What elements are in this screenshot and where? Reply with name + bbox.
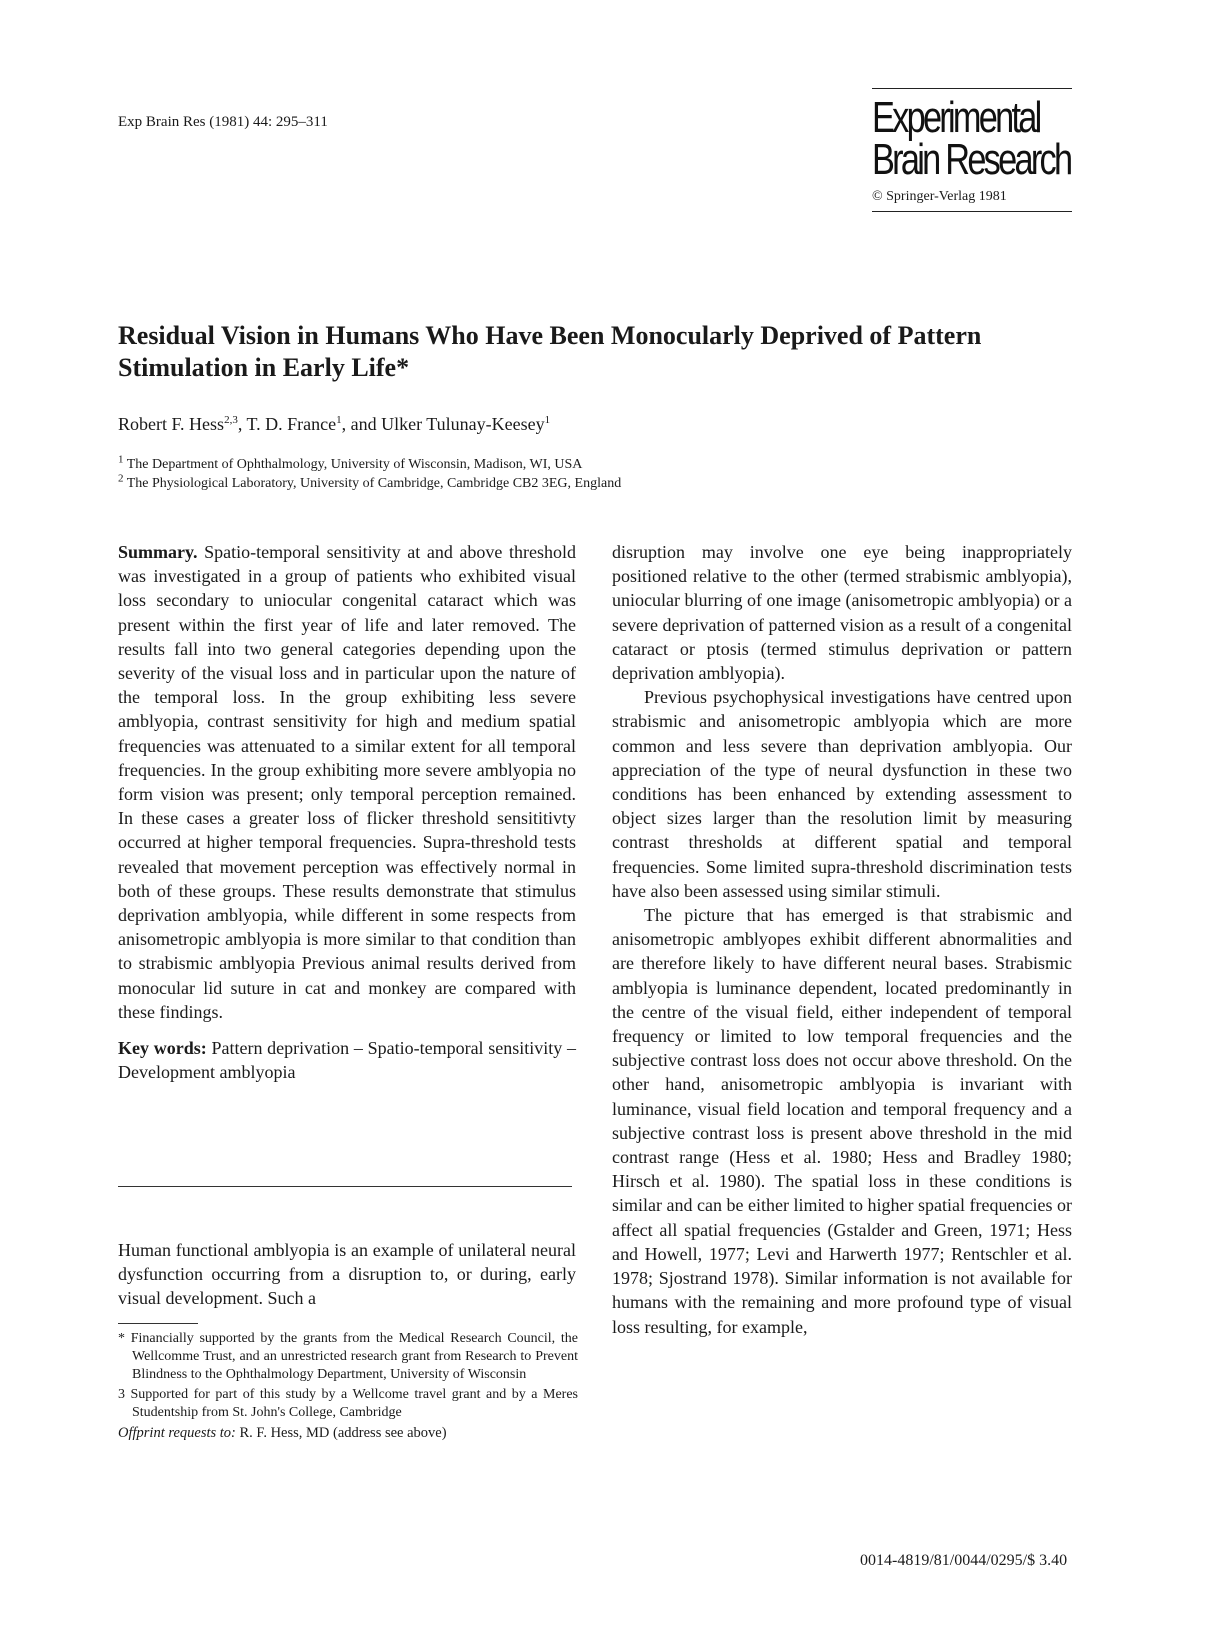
intro-paragraph: Human functional amblyopia is an example of unilateral neural dysfunction occurring from a disruption to, or during, early visual development. Such a: [118, 1240, 576, 1309]
author-name: Robert F. Hess: [118, 414, 225, 434]
footnote-text: Supported for part of this study by a Wellcome travel grant and by a Meres Studentship from St. John's College, Cambridge: [130, 1387, 578, 1420]
footnote-travel-grant: [118, 1386, 578, 1422]
journal-masthead: [872, 88, 1072, 212]
affiliation-text: The Department of Ophthalmology, University of Wisconsin, Madison, WI, USA: [126, 457, 583, 472]
keywords-text: Pattern deprivation – Spatio-temporal sensitivity – Development amblyopia: [118, 1038, 577, 1083]
author-name: T. D. France: [246, 414, 337, 434]
author-affil-mark: 1: [544, 414, 551, 426]
affiliation-mark: 2: [118, 472, 124, 485]
body-paragraph: disruption may involve one eye being inappropriately positioned relative to the other (termed strabismic amblyopia), uniocular blurring of one image (anisometropic amblyopia) or a severe deprivation of patterned vision as a result of a congenital cataract or ptosis (termed stimulus deprivation or pattern deprivation amblyopia).: [612, 542, 1072, 684]
article-title: Residual Vision in Humans Who Have Been Monocularly Deprived of Pattern Stimulation in Early Life*: [118, 321, 982, 382]
introduction-start: [118, 1238, 576, 1311]
footnote-mark: 3: [118, 1387, 125, 1402]
summary-text: Spatio-temporal sensitivity at and above threshold was investigated in a group of patients who exhibited visual loss secondary to uniocular congenital cataract which was present within the first year of life and later removed. The results fall into two general categories depending upon the severity of the visual loss and in particular upon the nature of the temporal loss. In the group exhibiting less severe amblyopia, contrast sensitivity for high and medium spatial frequencies was attenuated to a similar extent for all temporal frequencies. In the group exhibiting more severe amblyopia no form vision was present; only temporal perception remained. In these cases a greater loss of flicker threshold sensititivty occurred at higher temporal frequencies. Supra-threshold tests revealed that movement perception was effectively normal in both of these groups. These results demonstrate that stimulus deprivation amblyopia, while different in some respects from anisometropic amblyopia is more similar to that condition than to strabismic amblyopia Previous animal results derived from monocular lid suture in cat and monkey are compared with these findings.: [118, 542, 576, 1022]
affiliation-mark: 1: [118, 453, 124, 466]
author-separator: ,: [237, 414, 247, 434]
body-paragraph: The picture that has emerged is that strabismic and anisometropic amblyopes exhibit different abnormalities and are therefore likely to have different neural bases. Strabismic amblyopia is luminance dependent, located predominantly in the centre of the visual field, either independent of temporal frequency or limited to low temporal frequencies and the subjective contrast loss does not occur above threshold. On the other hand, anisometropic amblyopia is invariant with luminance, visual field location and temporal frequency and a subjective contrast loss is present above threshold in the mid contrast range (Hess et al. 1980; Hess and Bradley 1980; Hirsch et al. 1980). The spatial loss in these conditions is similar and can be either limited to higher spatial frequencies or affect all spatial frequencies (Gstalder and Green, 1971; Hess and Howell, 1977; Levi and Harwerth 1977; Rentschler et al. 1978; Sjostrand 1978). Similar information is not available for humans with the remaining and more profound type of visual loss resulting, for example,: [612, 905, 1072, 1337]
author-affil-mark: 1: [336, 414, 342, 426]
left-column: [118, 540, 576, 1084]
affiliation-list: [118, 455, 621, 493]
offprint-requests: [118, 1424, 578, 1442]
author-name: Ulker Tulunay-Keesey: [381, 414, 545, 434]
author-list: [118, 414, 550, 435]
affiliation-text: The Physiological Laboratory, University of Cambridge, Cambridge CB2 3EG, England: [126, 476, 622, 491]
journal-name-line2: Brain Research: [872, 135, 1071, 184]
author-affil-mark: 2,3: [224, 414, 238, 426]
offprint-label: Offprint requests to:: [118, 1425, 236, 1441]
copyright-notice: © Springer-Verlag 1981: [872, 189, 1007, 204]
journal-name-line1: Experimental: [872, 93, 1040, 142]
keywords-label: Key words:: [118, 1038, 207, 1059]
affiliation-item: [118, 474, 621, 493]
masthead-bottom-rule: [872, 211, 1072, 212]
author-separator: , and: [341, 414, 382, 434]
journal-citation: Exp Brain Res (1981) 44: 295–311: [118, 114, 328, 130]
right-column: [612, 540, 1072, 1339]
footnote-text: Financially supported by the grants from the Medical Research Council, the Wellcomme Trust, and an unrestricted research grant from Research to Prevent Blindness to the Ophthalmology Department, University of Wisconsin: [130, 1331, 578, 1382]
footnote-rule: [118, 1323, 198, 1324]
section-divider: [118, 1186, 572, 1187]
summary-label: Summary.: [118, 542, 198, 562]
issn-price-code: 0014-4819/81/0044/0295/$ 3.40: [860, 1552, 1068, 1569]
affiliation-item: [118, 455, 621, 474]
body-paragraph: Previous psychophysical investigations have centred upon strabismic and anisometropic amblyopia which are more common and less severe than deprivation amblyopia. Our appreciation of the type of neural dysfunction in these two conditions has been enhanced by extending assessment to object sizes larger than the resolution limit by measuring contrast thresholds at different spatial and temporal frequencies. Some limited supra-threshold discrimination tests have also been assessed using similar stimuli.: [612, 687, 1072, 901]
keywords-paragraph: [118, 1036, 576, 1084]
footnote-mark: *: [118, 1331, 125, 1346]
offprint-text: R. F. Hess, MD (address see above): [239, 1425, 447, 1441]
summary-paragraph: [118, 540, 576, 1024]
footnote-funding: [118, 1330, 578, 1384]
masthead-top-rule: [872, 88, 1072, 89]
footnotes: [118, 1330, 578, 1442]
